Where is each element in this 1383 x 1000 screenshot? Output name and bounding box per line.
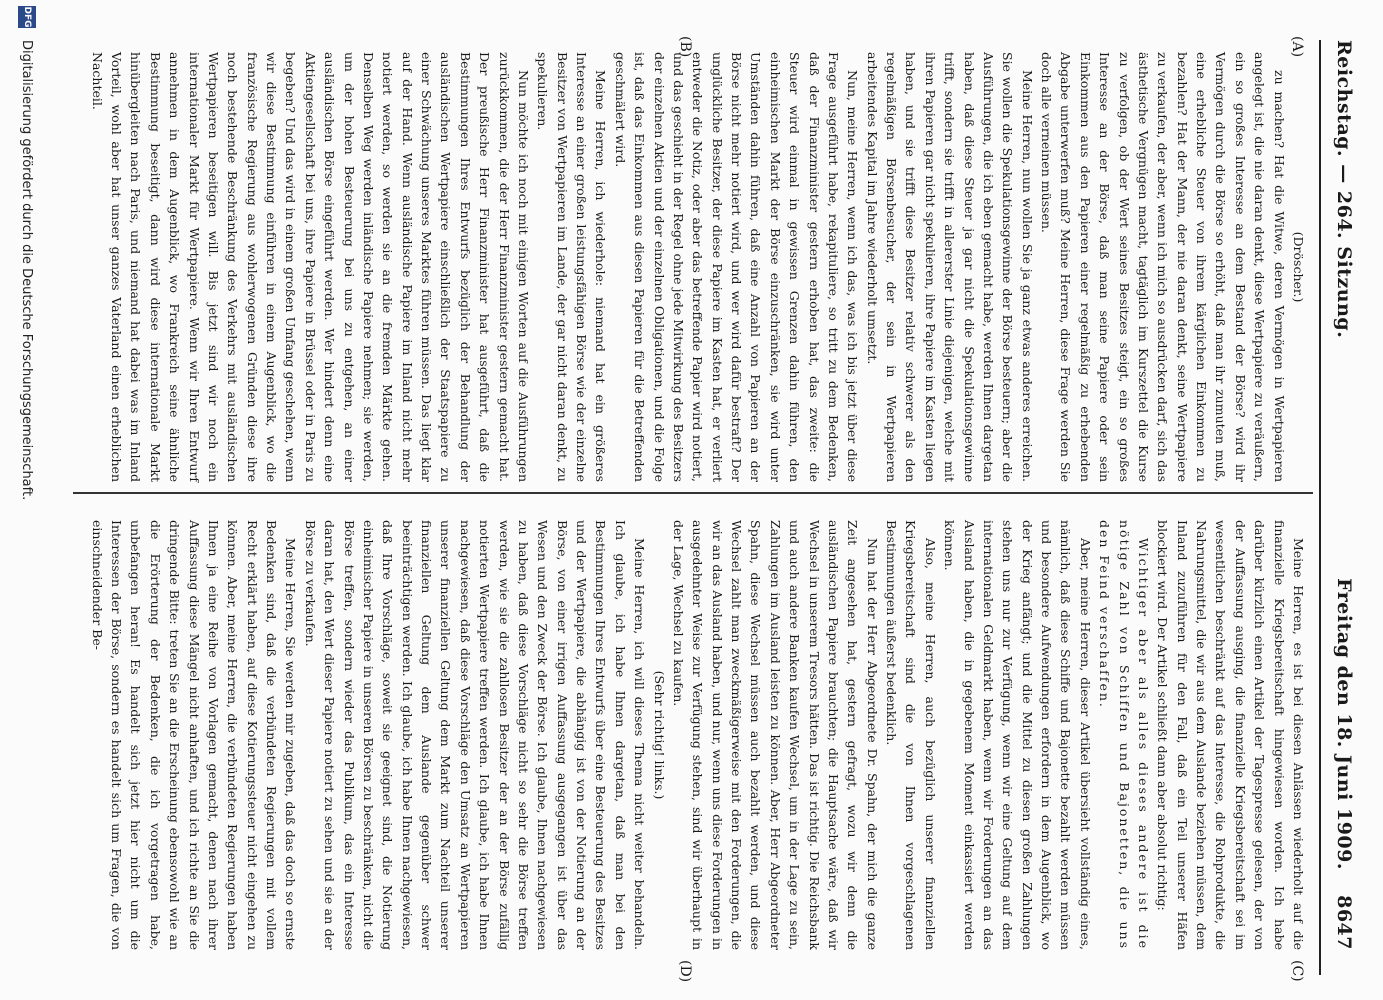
right-text-column: [87, 520, 1308, 950]
header-session: Reichstag. — 264. Sitzung.: [1333, 40, 1355, 339]
header-date: Freitag den 18. Juni 1909.: [1333, 578, 1355, 870]
paragraph: zu machen? Hat die Witwe, deren Vermögen in Wertpapieren angelegt ist, die nie daran denkt, diese Wertpapiere zu veräußern, ein so großes Interesse an dem Bestand der Börse? wird ihr Vermögen durch die Börse so erhöht, daß man ihr zumuten muß, eine erhebliche Steuer von ihrem kärglichen Einkommen zu bezahlen? Hat der Mann, der nie daran denkt, seine Wertpapiere zu verkaufen, der aber, wenn ich mich so ausdrücken darf, sich das ästhetische Vergnügen macht, tagtäglich im Kurszettel die Kurse zu verfolgen, ob der Wert seines Besitzes steigt, ein so großes Interesse an der Börse, daß man seine Papiere oder sein Einkommen aus den Papieren einer regelmäßig zu erhebenden Abgabe unterwerfen muß? Meine Herren, diese Frage werden Sie doch alle verneinen müssen.: [1039, 52, 1287, 482]
paragraph: Also, meine Herren, auch bezüglich unserer finanziellen Kriegsbereitschaft sind die von Ihnen vorgeschlagenen Bestimmungen äußerst bedenklich.: [884, 520, 938, 950]
column-divider: [73, 492, 1313, 494]
page-number: 8647: [1333, 895, 1355, 950]
paragraph: Nun hat der Herr Abgeordnete Dr. Spahn, der mich die ganze Zeit angesehen hat, gestern gefragt, wozu wir denn die ausländischen Papiere brauchten; die Hauptsache wäre, daß wir Wechsel in unserem Tresors hätten. Das ist richtig. Die Reichsbank und auch andere Banken kaufen Wechsel, um in der Lage zu sein, Zahlungen im Ausland leisten zu können. Aber, Herr Abgeordneter Spahn, diese Wechsel müssen auch bezahlt werden, und diese Wechsel zahlt man zweckmäßigerweise mit den Forderungen, die wir an das Ausland haben, und nur, wenn uns diese Forderungen in ausgedehnter Weise zur Verfügung stehen, sind wir überhaupt in der Lage, Wechsel zu kaufen.: [671, 520, 880, 950]
digitization-footer: [12, 0, 38, 1000]
paragraph: Meine Herren, nun wollen Sie ja ganz etwas anderes erreichen. Sie wollen die Spekulationsgewinne der Börse besteuern; aber die Ausführungen, die ich eben gemacht habe, werden Ihnen dargetan haben, daß diese Steuer ja gar nicht die Spekulationsgewinne trifft, sondern sie trifft in allererster Linie diejenigen, welche mit ihren Papieren gar nicht spekulieren, ihre Papiere im Kasten liegen haben, und sie trifft diese Besitzer relativ schwerer als den regelmäßigen Börsenbesucher, der sein in Wertpapieren arbeitendes Kapital im Jahre wiederholt umsetzt.: [864, 52, 1035, 482]
interjection: (Sehr richtig! links.): [651, 670, 667, 800]
header-rule: [1319, 40, 1321, 975]
funding-notice: Digitalisierung gefördert durch die Deutsche Forschungsgemeinschaft.: [19, 40, 34, 501]
paragraph: Meine Herren, ich wiederhole: niemand hat ein größeres Interesse an einer großen leistungsfähigen Börse wie der einzelne Besitzer von Wertpapieren im Lande, der gar nicht daran denkt, zu spekulieren.: [535, 52, 609, 482]
paragraph: Nun möchte ich noch mit einigen Worten auf die Ausführungen zurückkommen, die der Herr Finanzminister gestern gemacht hat. Der preußische Herr Finanzminister hat ausgeführt, daß die Bestimmungen Ihres Entwurfs bezüglich der Behandlung der ausländischen Wertpapiere einschließlich der Staatspapiere zu einer Schwächung unseres Marktes führen müssen. Das liegt klar auf der Hand. Wenn ausländische Papiere im Inland nicht mehr notiert werden, so werden sie an die fremden Märkte gehen. Denselben Weg werden inländische Papiere nehmen; sie werden, um der hohen Besteuerung bei uns zu entgehen, an einer ausländischen Börse eingeführt werden. Wer hindert denn eine Aktiengesellschaft bei uns, ihre Papiere in Brüssel oder in Paris zu begeben? Und das wird in einem großen Umfang geschehen, wenn wir diese Bestimmung einführen in einem Augenblick, wo die französische Regierung aus wohlerwogenen Gründen diese ihre noch bestehende Beschränkung des Verkehrs mit ausländischen Wertpapieren beseitigen will. Bis jetzt sind wir noch ein internationaler Markt für Wertpapiere. Wenn wir Ihren Entwurf annehmen in dem Augenblick, wo Frankreich seine ähnliche Bestimmung beseitigt, dann wird diese internationale Markt hinübergleiten nach Paris, und niemand hat dabei was im Inland Vorteil, wohl aber hat unser ganzes Vaterland einen erheblichen Nachteil.: [89, 52, 531, 482]
quoted-passage: Wichtiger aber als alles dieses andere ist die nötige Zahl von Schiffen und Bajonetten, die uns den Feind verschaffen.: [1097, 520, 1151, 950]
left-text-column: [87, 52, 1308, 482]
speaker-name: (Dröscher.): [1291, 231, 1306, 303]
paragraph: Meine Herren, ich will dieses Thema nicht weiter behandeln. Ich glaube, ich habe Ihnen dargetan, daß man bei den Bestimmungen Ihres Entwurfs über eine Besteuerung des Besitzes und der Wertpapiere, die abhängig ist von der Notierung an der Börse, von einer irrigen Auffassung ausgegangen ist über das Wesen und den Zweck der Börse. Ich glaube, Ihnen nachgewiesen zu haben, daß diese Vorschläge nicht so sehr die Börse treffen werden, wie sie die zahllosen Besitzer der an der Börse zufällig notierten Wertpapiere treffen werden. Ich glaube, ich habe Ihnen nachgewiesen, daß diese Vorschläge den Umsatz an Wertpapieren unserer finanziellen Geltung dem Markt zum Nachteil unserer finanziellen Geltung dem Auslande gegenüber schwer beeinträchtigen werden. Ich glaube, ich habe Ihnen nachgewiesen, daß Ihre Vorschläge, soweit sie geeignet sind, die Notierung einheimischer Papiere in unseren Börsen zu beschränken, nicht die Börse treffen, sondern wieder das Publikum, das ein Interesse daran hat, den Wert dieser Papiere notiert zu sehen und sie an der Börse zu verkaufen.: [302, 520, 648, 950]
paragraph: Meine Herren, Sie werden mir zugeben, daß das doch so ernste Bedenken sind, daß die verbündeten Regierungen mit vollem Recht erklärt haben, auf diese Kotierungssteuer nicht eingehen zu können. Aber, meine Herren, die verbündeten Regierungen haben Ihnen ja eine Reihe von Vorlagen gemacht, denen nach ihrer Auffassung diese Mängel nicht anhaften, und ich richte an Sie die dringende Bitte: treten Sie an die Erscheinung ebensowohl wie an die Erörterung der Bedenken, die ich vorgetragen habe, unbefangen heran! Es handelt sich jetzt hier nicht um die Interessen der Börse, sondern es handelt sich um Fragen, die von einschneidender Be-: [89, 520, 299, 950]
margin-letter-b: (B): [677, 36, 693, 58]
running-header: [1321, 40, 1355, 950]
margin-letter-a: (A): [1289, 36, 1305, 58]
margin-letter-d: (D): [677, 960, 693, 983]
paragraph: Meine Herren, es ist bei diesen Anlässen wiederholt auf die finanzielle Kriegsbereitschaft hingewiesen worden. Ich habe darüber kürzlich einen Artikel der Tagespresse gelesen, der von der Auffassung ausging, die finanzielle Kriegsbereitschaft sei im wesentlichen beschränkt auf das Interesse, die Rohprodukte, die Nahrungsmittel, die wir aus dem Auslande beziehen müssen, dem Inland zuzuführen für den Fall, daß ein Teil unserer Häfen blockiert wird. Der Artikel schließt dann aber absolut richtig:: [1155, 520, 1306, 950]
margin-letter-c: (C): [1289, 960, 1305, 982]
paragraph: Aber, meine Herren, dieser Artikel übersieht vollständig eines, nämlich, daß diese Schiffe und Bajonette bezahlt werden müssen und besondere Aufwendungen erfordern in dem Augenblick, wo der Krieg anfängt; und die Mittel zu diesen großen Zahlungen stehen uns nur zur Verfügung, wenn wir eine Geltung auf dem internationalen Geldmarkt haben, wenn wir Forderungen an das Ausland haben, die in gegebenem Moment einkassiert werden können.: [942, 520, 1093, 950]
dfg-logo: DFG: [18, 6, 36, 28]
paragraph: Nun, meine Herren, wenn ich das, was ich bis jetzt über diese Frage ausgeführt habe, rekapituliere, so tritt zu dem Bedenken, daß der Finanzminister gestern erhoben hat, das zweite: die Steuer wird einmal in gewissen Grenzen dahin führen, den einheimischen Markt der Börse einzuschränken, sie wird unter Umständen dahin führen, daß eine Anzahl von Papieren an der Börse nicht mehr notiert wird, und wer wird dafür bestraft? Der unglückliche Besitzer, der diese Papiere im Kasten hat, er verliert entweder die Notiz, oder aber das betreffende Papier wird notiert, und das geschieht in der Regel ohne jede Mitwirkung des Besitzers der einzelnen Aktien und der einzelnen Obligationen, und die Folge ist, daß das Einkommen aus diesen Papieren für die Betreffenden geschmälert wird.: [612, 52, 861, 482]
